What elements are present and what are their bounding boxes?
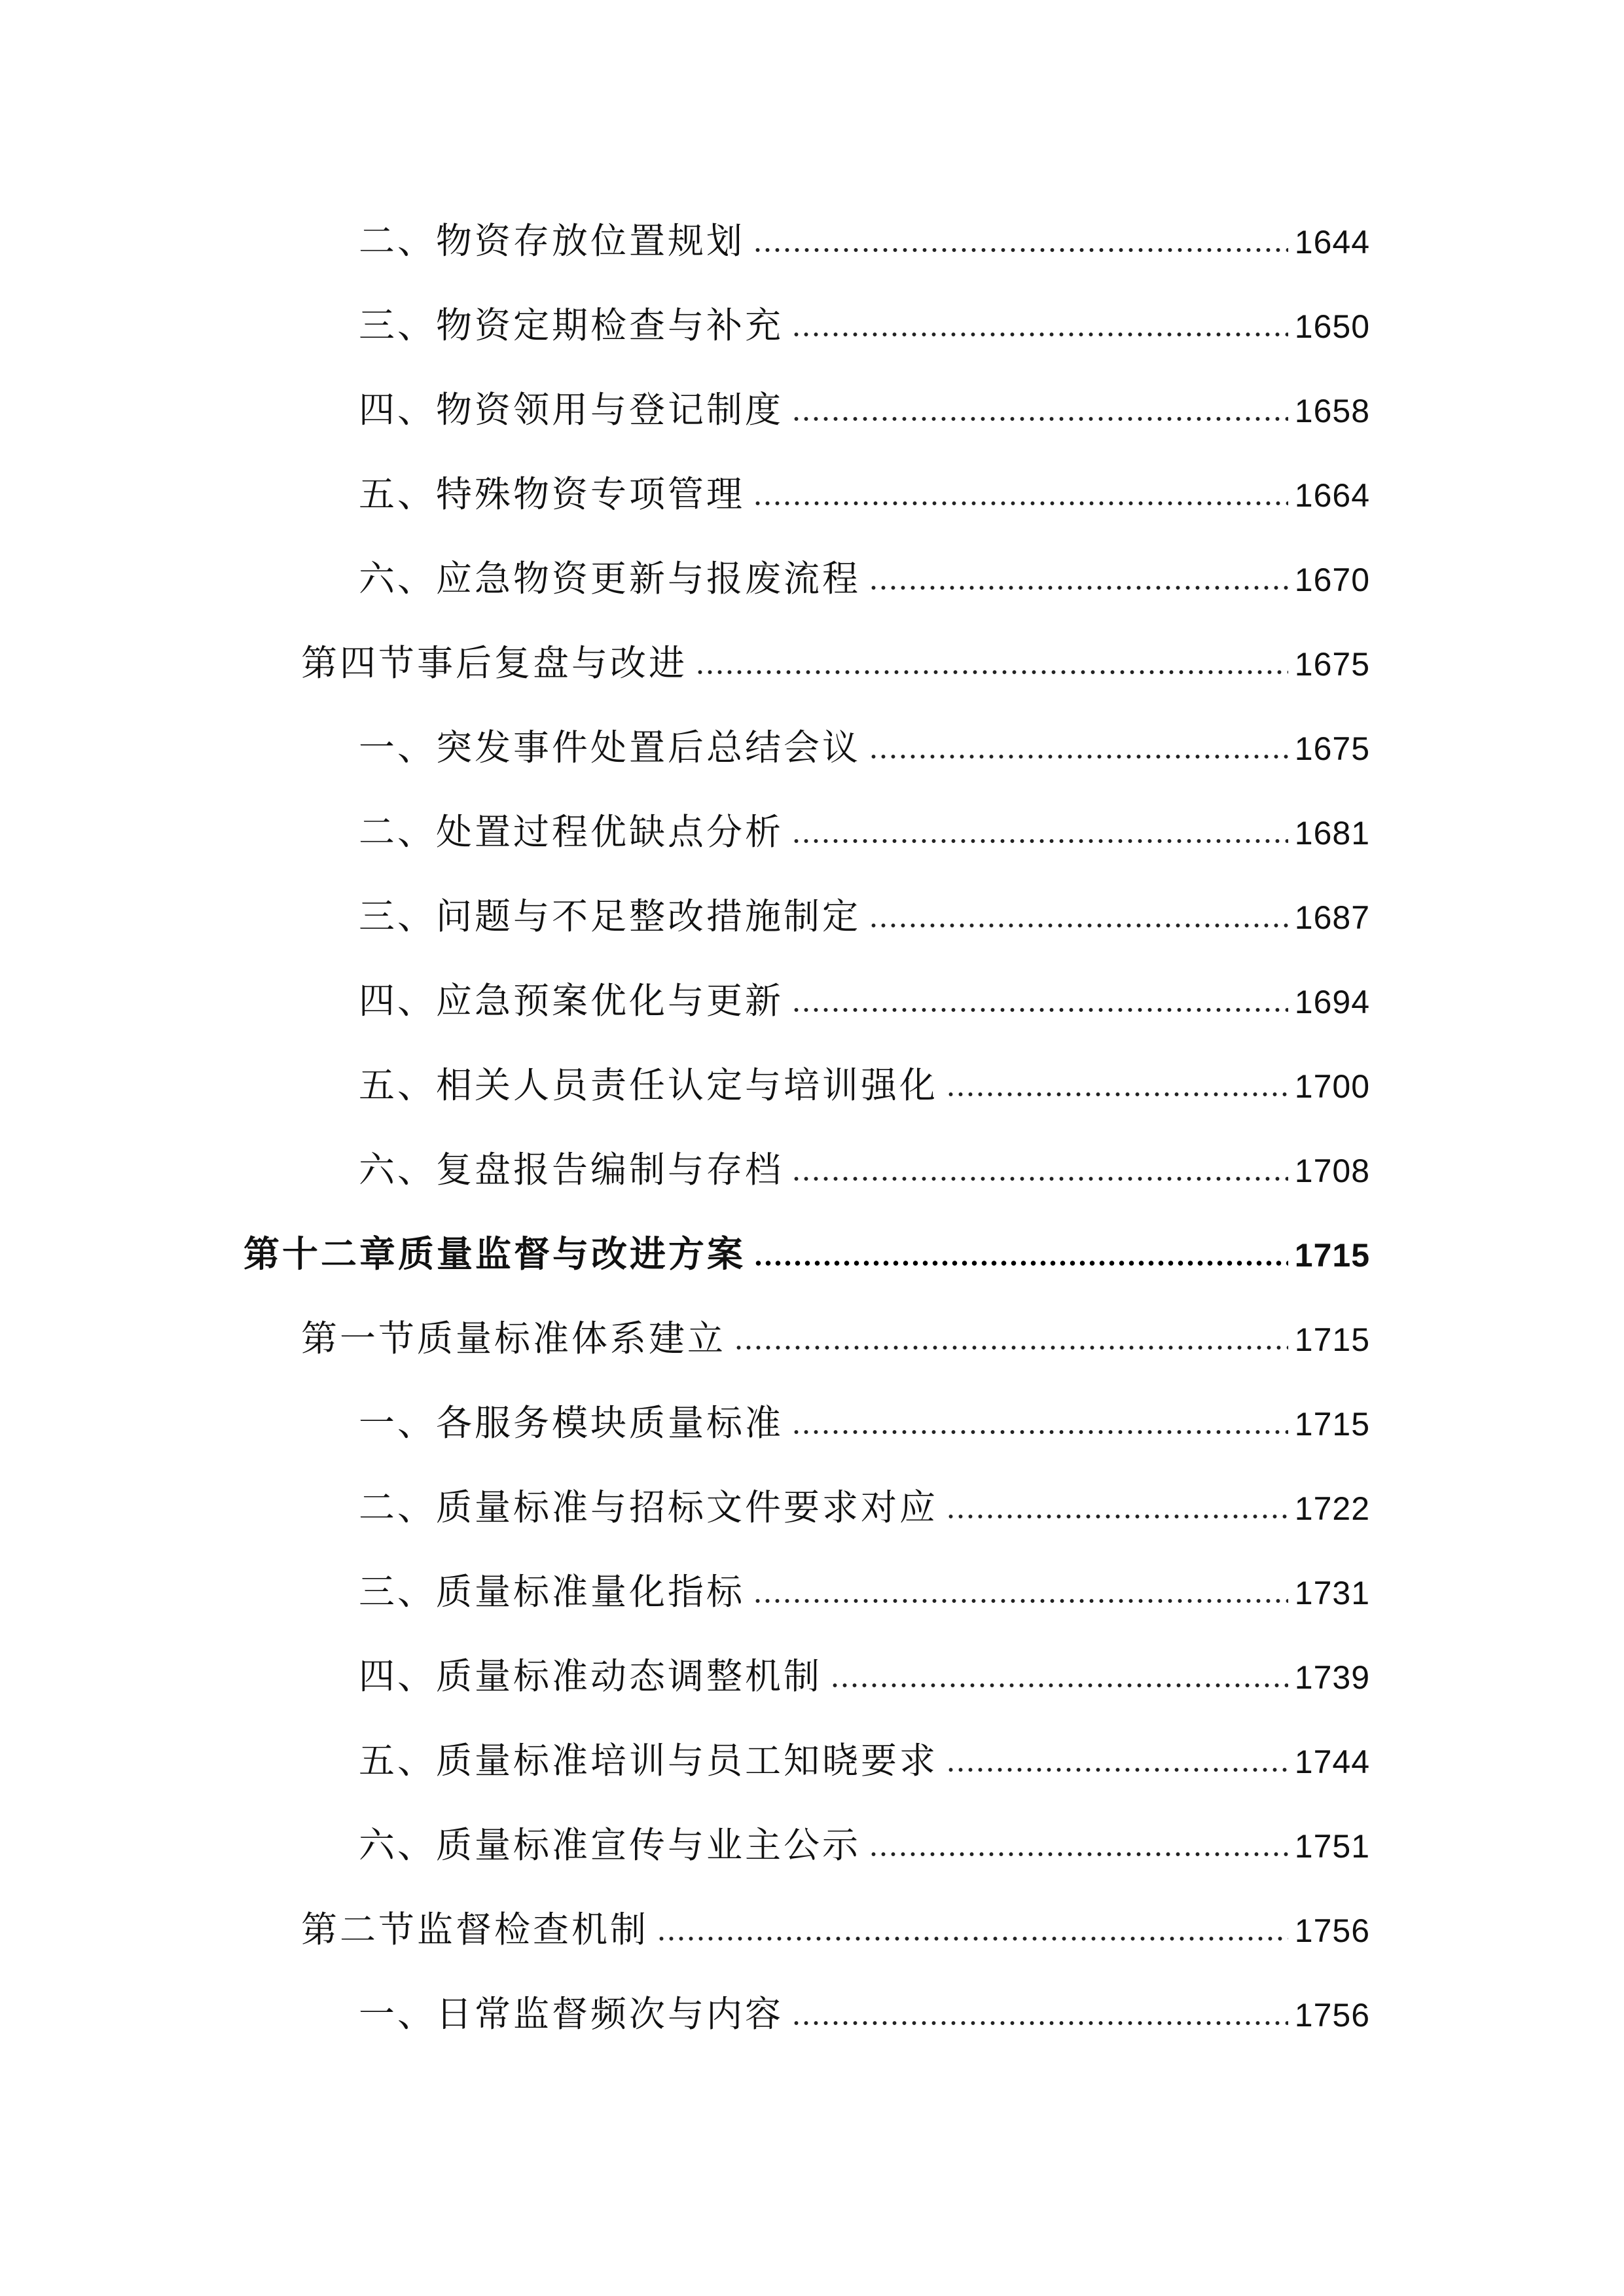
toc-entry[interactable]: [359, 1566, 1370, 1618]
toc-entry[interactable]: [359, 1059, 1370, 1111]
toc-entry-page-number: 1670: [1294, 562, 1370, 598]
toc-entry-title: 三、质量标准量化指标: [359, 1571, 746, 1613]
toc-entry-title: 五、相关人员责任认定与培训强化: [359, 1064, 939, 1106]
dot-leader: [791, 414, 1288, 423]
toc-entry-page-number: 1681: [1294, 815, 1370, 852]
toc-entry-title: 五、质量标准培训与员工知晓要求: [359, 1740, 939, 1782]
dot-leader: [734, 1343, 1288, 1352]
toc-entry-title: 一、日常监督频次与内容: [359, 1993, 784, 2035]
toc-entry-page-number: 1664: [1294, 477, 1370, 514]
dot-leader: [869, 752, 1288, 761]
toc-entry-title: 一、各服务模块质量标准: [359, 1402, 784, 1444]
toc-entry-page-number: 1675: [1294, 730, 1370, 767]
toc-entry[interactable]: [359, 1988, 1370, 2040]
toc-entry-page-number: 1687: [1294, 899, 1370, 936]
toc-entry[interactable]: [359, 552, 1370, 605]
toc-chapter-entry[interactable]: [244, 1228, 1370, 1280]
toc-entry-page-number: 1751: [1294, 1828, 1370, 1865]
dot-leader: [791, 1427, 1288, 1437]
dot-leader: [753, 245, 1288, 255]
toc-entry-title: 二、质量标准与招标文件要求对应: [359, 1486, 939, 1528]
toc-entry-title: 第四节事后复盘与改进: [301, 642, 688, 684]
toc-entry-title: 六、应急物资更新与报废流程: [359, 558, 861, 600]
toc-entry-page-number: 1644: [1294, 224, 1370, 260]
toc-entry[interactable]: [359, 806, 1370, 858]
dot-leader: [791, 836, 1288, 846]
dot-leader: [753, 1596, 1288, 1605]
toc-entry-title: 四、物资领用与登记制度: [359, 389, 784, 431]
toc-entry-page-number: 1650: [1294, 308, 1370, 345]
toc-entry-title: 一、突发事件处置后总结会议: [359, 726, 861, 768]
toc-entry[interactable]: [359, 975, 1370, 1027]
toc-entry-title: 四、应急预案优化与更新: [359, 980, 784, 1022]
toc-entry-page-number: 1731: [1294, 1575, 1370, 1611]
dot-leader: [946, 1090, 1288, 1099]
dot-leader: [946, 1512, 1288, 1521]
toc-entry-page-number: 1715: [1294, 1406, 1370, 1443]
toc-entry-title: 第十二章质量监督与改进方案: [244, 1232, 746, 1275]
toc-entry-title: 六、复盘报告编制与存档: [359, 1149, 784, 1191]
toc-entry-page-number: 1739: [1294, 1659, 1370, 1696]
toc-entry-title: 第二节监督检查机制: [301, 1909, 649, 1950]
toc-entry-page-number: 1700: [1294, 1068, 1370, 1105]
toc-entry[interactable]: [359, 1143, 1370, 1196]
toc-entry-page-number: 1756: [1294, 1997, 1370, 2034]
toc-entry[interactable]: [359, 468, 1370, 520]
dot-leader: [946, 1765, 1288, 1774]
toc-entry-page-number: 1715: [1294, 1321, 1370, 1358]
toc-entry-page-number: 1715: [1294, 1237, 1370, 1274]
dot-leader: [695, 668, 1288, 677]
dot-leader: [791, 330, 1288, 339]
dot-leader: [830, 1681, 1288, 1690]
toc-entry-title: 二、处置过程优缺点分析: [359, 811, 784, 853]
toc-entry-title: 五、特殊物资专项管理: [359, 473, 746, 515]
toc-entry[interactable]: [359, 1819, 1370, 1871]
toc-section-entry[interactable]: [301, 1903, 1370, 1956]
toc-entry-page-number: 1744: [1294, 1744, 1370, 1780]
dot-leader: [791, 1005, 1288, 1014]
toc-entry[interactable]: [359, 215, 1370, 267]
toc-entry[interactable]: [359, 1481, 1370, 1534]
toc-entry-title: 第一节质量标准体系建立: [301, 1318, 727, 1359]
toc-entry-page-number: 1694: [1294, 984, 1370, 1020]
toc-entry[interactable]: [359, 299, 1370, 351]
toc-entry-page-number: 1722: [1294, 1490, 1370, 1527]
toc-entry-page-number: 1756: [1294, 1912, 1370, 1949]
toc-entry-title: 四、质量标准动态调整机制: [359, 1655, 823, 1697]
toc-entry-title: 二、物资存放位置规划: [359, 220, 746, 262]
dot-leader: [753, 1259, 1288, 1268]
dot-leader: [791, 1174, 1288, 1183]
toc-entry[interactable]: [359, 1650, 1370, 1702]
dot-leader: [657, 1934, 1288, 1943]
toc-entry-page-number: 1658: [1294, 393, 1370, 429]
dot-leader: [791, 2018, 1288, 2028]
toc-entry[interactable]: [359, 384, 1370, 436]
toc-section-entry[interactable]: [301, 637, 1370, 689]
toc-entry[interactable]: [359, 721, 1370, 774]
toc-entry[interactable]: [359, 1734, 1370, 1787]
toc-entry-page-number: 1675: [1294, 646, 1370, 683]
toc-section-entry[interactable]: [301, 1312, 1370, 1365]
dot-leader: [869, 583, 1288, 592]
toc-entry-title: 三、问题与不足整改措施制定: [359, 895, 861, 937]
toc-entry[interactable]: [359, 890, 1370, 942]
dot-leader: [869, 1850, 1288, 1859]
dot-leader: [869, 921, 1288, 930]
toc-entry-title: 六、质量标准宣传与业主公示: [359, 1824, 861, 1866]
toc-entry-title: 三、物资定期检查与补充: [359, 304, 784, 346]
toc-entry-page-number: 1708: [1294, 1153, 1370, 1189]
dot-leader: [753, 499, 1288, 508]
toc-entry[interactable]: [359, 1397, 1370, 1449]
